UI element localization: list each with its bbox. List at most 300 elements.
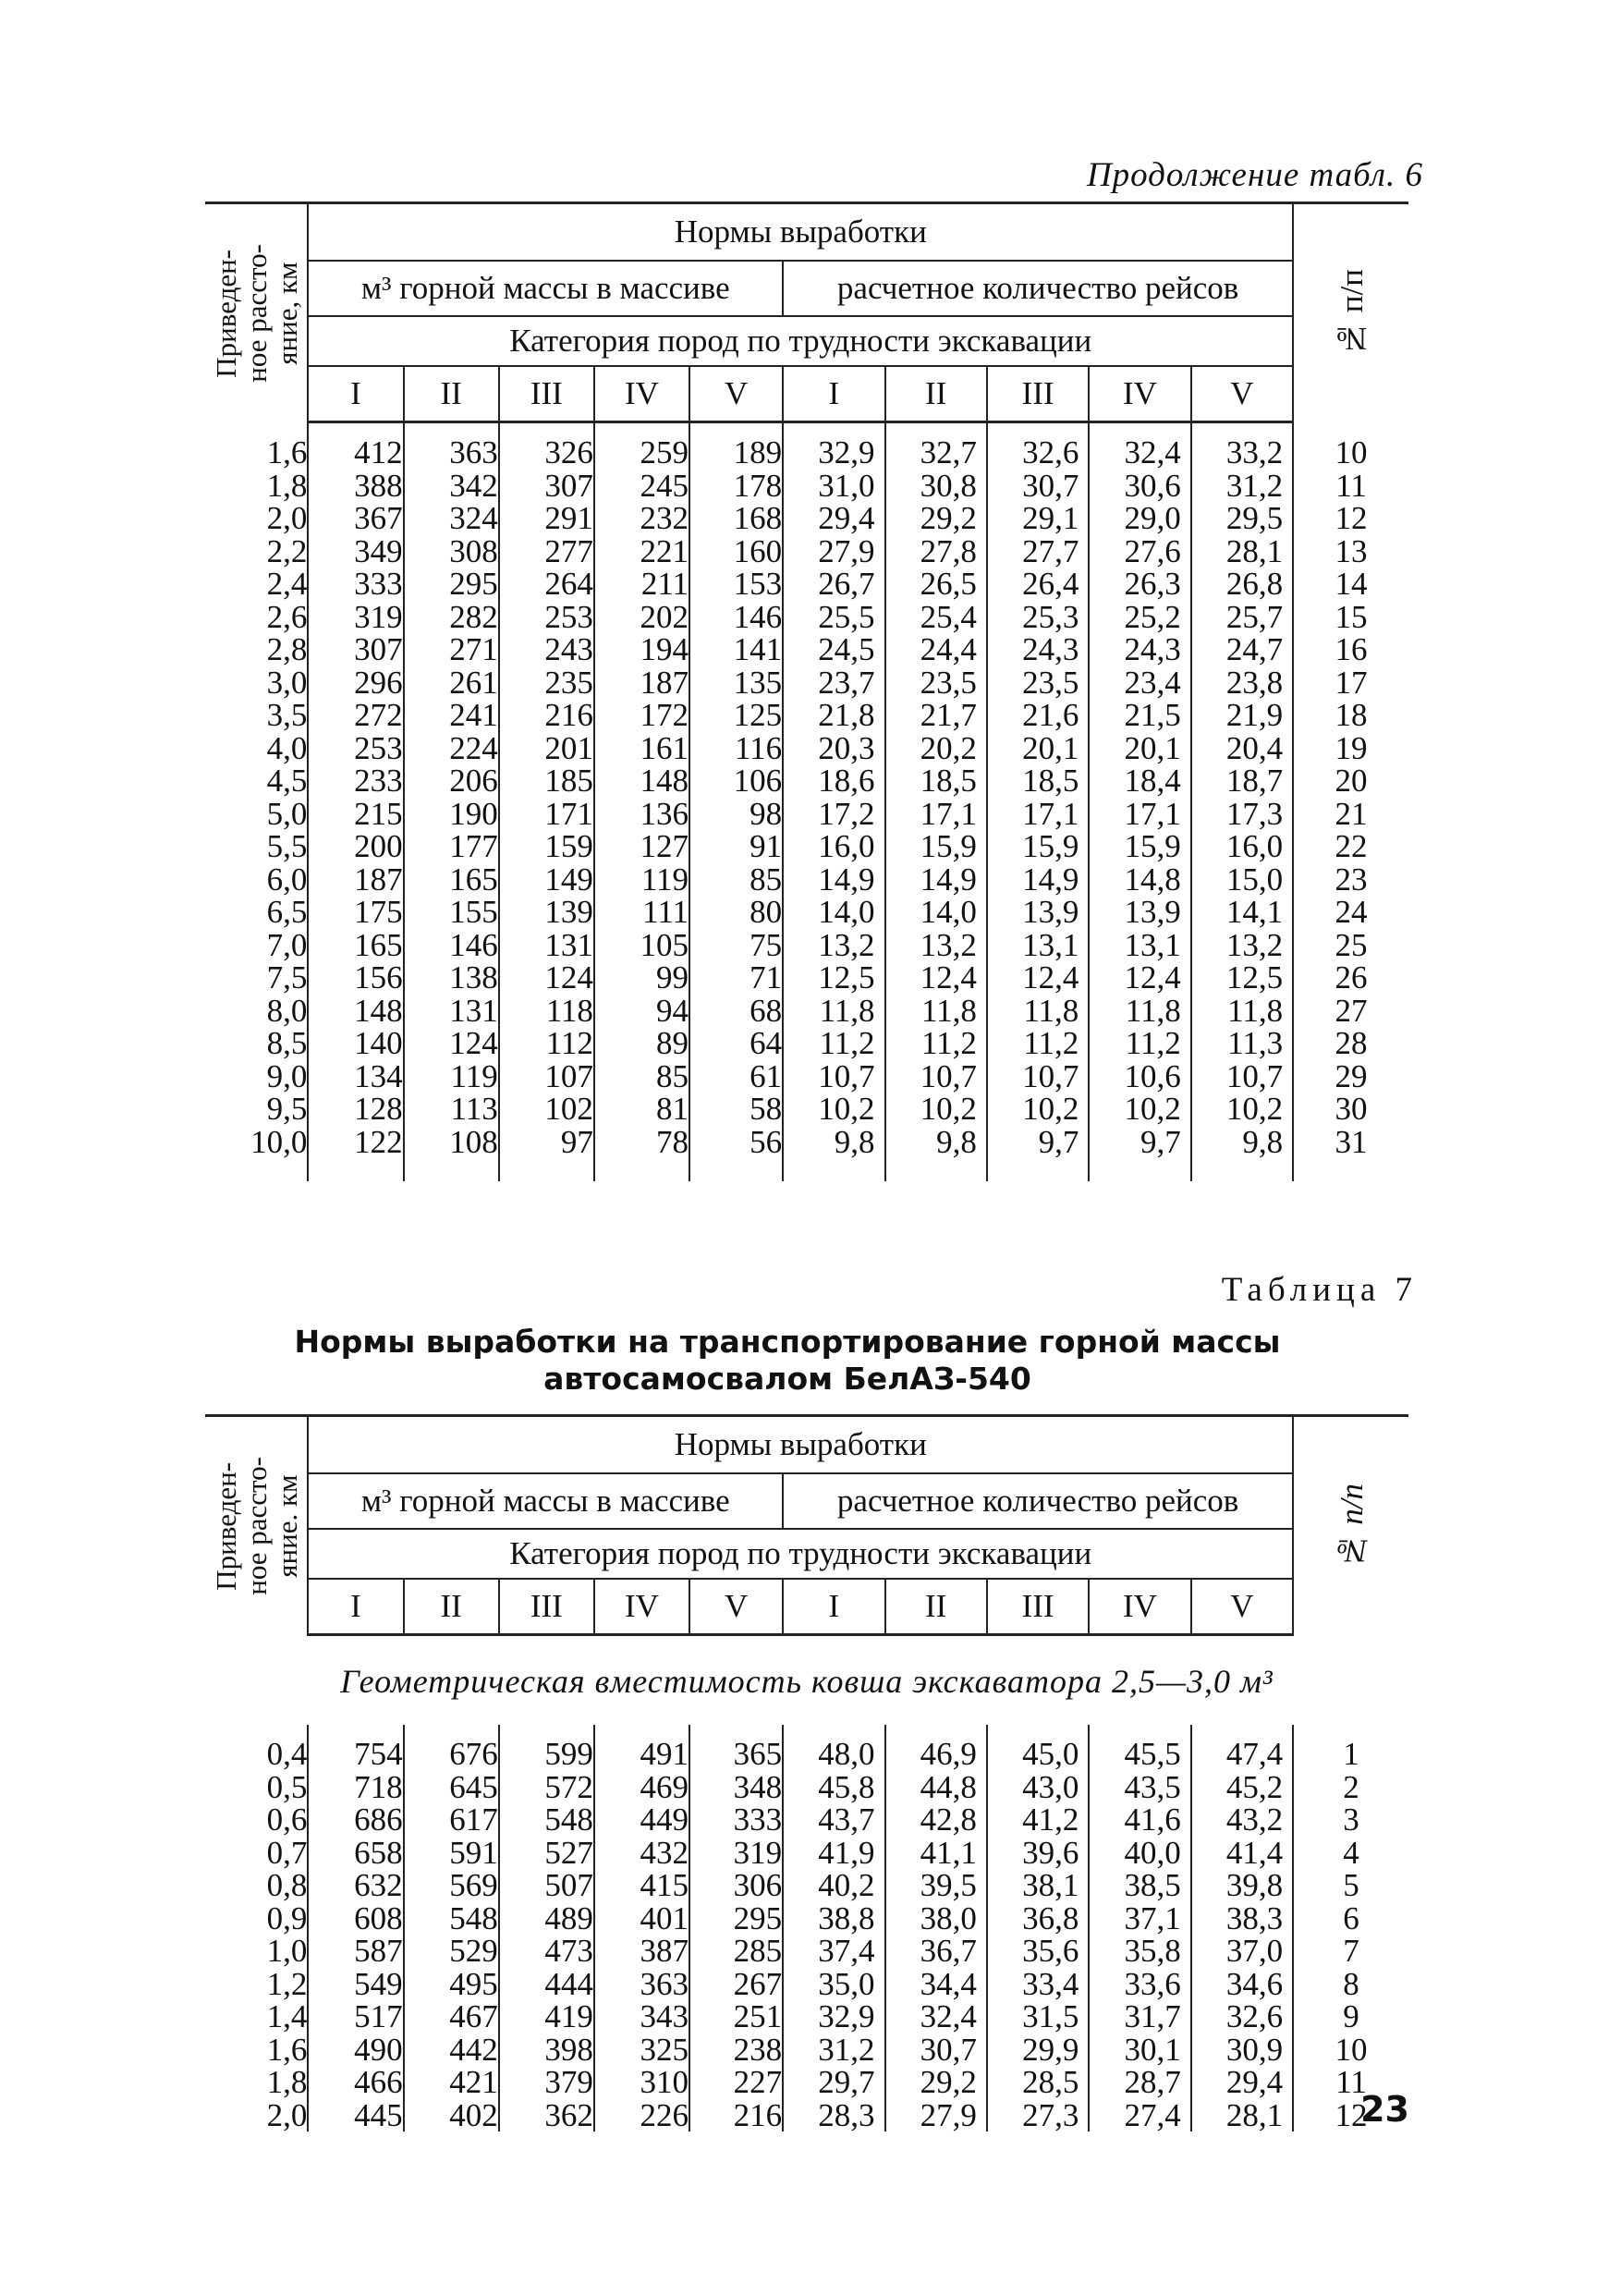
trips-cell: 21,6 — [987, 699, 1089, 732]
volume-cell: 233 — [308, 764, 403, 798]
trips-cell: 15,0 — [1191, 863, 1293, 897]
trips-cell: 47,4 — [1191, 1725, 1293, 1771]
volume-cell: 310 — [594, 2066, 689, 2099]
trips-cell: 31,7 — [1089, 2000, 1190, 2033]
trips-cell: 23,5 — [885, 666, 987, 700]
table-row — [205, 1837, 1408, 1870]
row-number-cell: 10 — [1335, 434, 1368, 470]
volume-cell: 175 — [308, 896, 403, 929]
volume-cell: 216 — [499, 699, 594, 732]
volume-cell: 128 — [308, 1093, 403, 1126]
volume-cell: 251 — [689, 2000, 783, 2033]
volume-cell: 342 — [404, 470, 499, 503]
trips-cell: 45,2 — [1191, 1771, 1293, 1804]
trips-cell: 27,4 — [1089, 2099, 1190, 2132]
trips-cell: 43,5 — [1089, 1771, 1190, 1804]
trips-cell: 20,1 — [1089, 732, 1190, 765]
trips-cell: 23,5 — [987, 666, 1089, 700]
trips-cell: 45,5 — [1089, 1725, 1190, 1771]
volume-cell: 718 — [308, 1771, 403, 1804]
table7-body — [205, 1725, 1408, 2131]
trips-cell: 17,3 — [1191, 798, 1293, 831]
rownum-header: № п/п — [1293, 1416, 1408, 1635]
volume-cell: 102 — [499, 1093, 594, 1126]
trips-cell: 32,6 — [1191, 2000, 1293, 2033]
volume-cell: 172 — [594, 699, 689, 732]
trips-cell: 38,5 — [1089, 1869, 1190, 1902]
volume-cell: 159 — [499, 830, 594, 863]
trips-cell: 14,1 — [1191, 896, 1293, 929]
distance-header: Приведен- ное рассто- яние. км — [205, 1416, 308, 1635]
trips-cell: 40,0 — [1089, 1837, 1190, 1870]
category-numeral: II — [404, 1579, 499, 1635]
volume-cell: 517 — [308, 2000, 403, 2033]
trips-cell: 27,7 — [987, 535, 1089, 568]
trips-cell: 15,9 — [885, 830, 987, 863]
trips-cell: 11,2 — [1089, 1027, 1190, 1060]
row-number-cell: 20 — [1335, 763, 1368, 799]
volume-cell: 402 — [404, 2099, 499, 2132]
volume-header: м³ горной массы в массиве — [308, 261, 783, 316]
trips-cell: 11,8 — [987, 995, 1089, 1028]
trips-cell: 21,5 — [1089, 699, 1190, 732]
volume-cell: 119 — [594, 863, 689, 897]
distance-cell: 9,5 — [205, 1093, 308, 1126]
volume-cell: 118 — [499, 995, 594, 1028]
table-row — [205, 764, 1408, 798]
row-number-cell: 2 — [1343, 1768, 1359, 1805]
table-row — [205, 929, 1408, 962]
volume-cell: 161 — [594, 732, 689, 765]
distance-cell: 0,6 — [205, 1803, 308, 1837]
volume-cell: 211 — [594, 568, 689, 601]
rownum-header: № п/п — [1293, 203, 1408, 422]
volume-cell: 491 — [594, 1725, 689, 1771]
row-number-cell: 19 — [1335, 729, 1368, 766]
distance-cell: 1,8 — [205, 2066, 308, 2099]
trips-cell: 32,9 — [783, 423, 884, 470]
trips-cell: 25,2 — [1089, 601, 1190, 634]
volume-cell: 171 — [499, 798, 594, 831]
trips-cell: 24,5 — [783, 633, 884, 666]
distance-cell: 4,5 — [205, 764, 308, 798]
volume-cell: 119 — [404, 1060, 499, 1093]
volume-cell: 232 — [594, 502, 689, 535]
volume-cell: 282 — [404, 601, 499, 634]
table-row — [205, 1803, 1408, 1837]
trips-cell: 45,8 — [783, 1771, 884, 1804]
table-row — [205, 2033, 1408, 2067]
trips-cell: 48,0 — [783, 1725, 884, 1771]
volume-cell: 264 — [499, 568, 594, 601]
table7-label: Таблица 7 — [1221, 1271, 1418, 1309]
volume-cell: 105 — [594, 929, 689, 962]
trips-cell: 30,1 — [1089, 2033, 1190, 2067]
continuation-label: Продолжение табл. 6 — [1086, 156, 1423, 194]
trips-cell: 10,7 — [783, 1060, 884, 1093]
trips-cell: 25,7 — [1191, 601, 1293, 634]
trips-cell: 21,8 — [783, 699, 884, 732]
row-number-cell: 16 — [1335, 631, 1368, 667]
category-numeral: V — [689, 366, 783, 422]
volume-cell: 68 — [689, 995, 783, 1028]
volume-cell: 367 — [308, 502, 403, 535]
trips-cell: 29,0 — [1089, 502, 1190, 535]
table-row — [205, 863, 1408, 897]
distance-cell: 8,0 — [205, 995, 308, 1028]
trips-cell: 10,2 — [1191, 1093, 1293, 1126]
trips-cell: 29,2 — [885, 2066, 987, 2099]
trips-cell: 43,2 — [1191, 1803, 1293, 1837]
trips-cell: 38,8 — [783, 1902, 884, 1936]
trips-cell: 24,7 — [1191, 633, 1293, 666]
volume-cell: 81 — [594, 1093, 689, 1126]
category-numeral: IV — [594, 366, 689, 422]
volume-cell: 307 — [308, 633, 403, 666]
volume-cell: 387 — [594, 1935, 689, 1968]
trips-cell: 30,6 — [1089, 470, 1190, 503]
trips-cell: 30,9 — [1191, 2033, 1293, 2067]
volume-cell: 348 — [689, 1771, 783, 1804]
volume-cell: 267 — [689, 1968, 783, 2001]
volume-cell: 617 — [404, 1803, 499, 1837]
volume-cell: 113 — [404, 1093, 499, 1126]
volume-cell: 277 — [499, 535, 594, 568]
trips-cell: 34,6 — [1191, 1968, 1293, 2001]
trips-cell: 27,8 — [885, 535, 987, 568]
trips-cell: 9,8 — [1191, 1126, 1293, 1181]
row-number-cell: 15 — [1335, 598, 1368, 635]
trips-cell: 26,8 — [1191, 568, 1293, 601]
volume-cell: 415 — [594, 1869, 689, 1902]
volume-cell: 165 — [308, 929, 403, 962]
table-row — [205, 732, 1408, 765]
volume-cell: 507 — [499, 1869, 594, 1902]
trips-cell: 12,5 — [783, 961, 884, 995]
row-number-cell: 28 — [1335, 1025, 1368, 1061]
volume-cell: 155 — [404, 896, 499, 929]
row-number-cell: 9 — [1343, 1998, 1359, 2034]
table-row — [205, 995, 1408, 1028]
trips-cell: 10,2 — [885, 1093, 987, 1126]
table-row — [205, 601, 1408, 634]
trips-cell: 24,3 — [987, 633, 1089, 666]
volume-cell: 241 — [404, 699, 499, 732]
row-number-cell: 11 — [1335, 2064, 1367, 2100]
trips-cell: 40,2 — [783, 1869, 884, 1902]
category-numeral: V — [689, 1579, 783, 1635]
trips-cell: 11,3 — [1191, 1027, 1293, 1060]
trips-cell: 23,4 — [1089, 666, 1190, 700]
volume-cell: 160 — [689, 535, 783, 568]
volume-cell: 138 — [404, 961, 499, 995]
volume-cell: 569 — [404, 1869, 499, 1902]
volume-cell: 215 — [308, 798, 403, 831]
table-row — [205, 535, 1408, 568]
table-row — [205, 470, 1408, 503]
volume-cell: 398 — [499, 2033, 594, 2067]
volume-cell: 295 — [404, 568, 499, 601]
row-number-cell: 25 — [1335, 926, 1368, 963]
volume-cell: 362 — [499, 2099, 594, 2132]
trips-cell: 41,1 — [885, 1837, 987, 1870]
volume-cell: 527 — [499, 1837, 594, 1870]
row-number-cell: 12 — [1335, 2096, 1368, 2133]
trips-cell: 32,4 — [885, 2000, 987, 2033]
volume-cell: 319 — [308, 601, 403, 634]
volume-cell: 645 — [404, 1771, 499, 1804]
trips-cell: 45,0 — [987, 1725, 1089, 1771]
volume-cell: 285 — [689, 1935, 783, 1968]
volume-cell: 177 — [404, 830, 499, 863]
category-header: Категория пород по трудности экскавации — [308, 1529, 1293, 1579]
trips-cell: 14,9 — [885, 863, 987, 897]
volume-cell: 206 — [404, 764, 499, 798]
trips-cell: 20,4 — [1191, 732, 1293, 765]
volume-cell: 124 — [404, 1027, 499, 1060]
category-numeral: III — [499, 366, 594, 422]
volume-cell: 187 — [308, 863, 403, 897]
trips-cell: 13,2 — [783, 929, 884, 962]
distance-cell: 0,8 — [205, 1869, 308, 1902]
trips-cell: 11,2 — [783, 1027, 884, 1060]
table-row — [205, 2000, 1408, 2033]
volume-cell: 71 — [689, 961, 783, 995]
distance-cell: 0,5 — [205, 1771, 308, 1804]
volume-cell: 421 — [404, 2066, 499, 2099]
trips-cell: 17,1 — [885, 798, 987, 831]
trips-cell: 29,4 — [783, 502, 884, 535]
volume-cell: 444 — [499, 1968, 594, 2001]
trips-cell: 10,2 — [1089, 1093, 1190, 1126]
trips-cell: 26,5 — [885, 568, 987, 601]
category-numeral: I — [308, 366, 403, 422]
volume-cell: 107 — [499, 1060, 594, 1093]
trips-cell: 29,4 — [1191, 2066, 1293, 2099]
trips-cell: 13,1 — [987, 929, 1089, 962]
row-number-cell: 12 — [1335, 500, 1368, 536]
row-number-cell: 11 — [1335, 467, 1367, 504]
trips-cell: 29,2 — [885, 502, 987, 535]
distance-cell: 0,7 — [205, 1837, 308, 1870]
distance-cell: 8,5 — [205, 1027, 308, 1060]
table-row — [205, 502, 1408, 535]
volume-cell: 676 — [404, 1725, 499, 1771]
trips-cell: 17,1 — [987, 798, 1089, 831]
volume-cell: 178 — [689, 470, 783, 503]
category-numeral: V — [1191, 1579, 1294, 1635]
trips-cell: 27,9 — [885, 2099, 987, 2132]
volume-cell: 108 — [404, 1126, 499, 1181]
volume-cell: 632 — [308, 1869, 403, 1902]
volume-cell: 333 — [689, 1803, 783, 1837]
volume-cell: 91 — [689, 830, 783, 863]
distance-cell: 5,5 — [205, 830, 308, 863]
trips-cell: 18,4 — [1089, 764, 1190, 798]
trips-cell: 12,4 — [885, 961, 987, 995]
table-row — [205, 1126, 1408, 1181]
trips-cell: 26,7 — [783, 568, 884, 601]
table-row — [205, 1902, 1408, 1936]
trips-cell: 20,3 — [783, 732, 884, 765]
volume-cell: 467 — [404, 2000, 499, 2033]
volume-cell: 572 — [499, 1771, 594, 1804]
volume-cell: 89 — [594, 1027, 689, 1060]
trips-cell: 29,1 — [987, 502, 1089, 535]
norms-header: Нормы выработки — [308, 1416, 1293, 1474]
volume-cell: 148 — [594, 764, 689, 798]
distance-cell: 3,5 — [205, 699, 308, 732]
volume-cell: 325 — [594, 2033, 689, 2067]
trips-cell: 10,7 — [1191, 1060, 1293, 1093]
trips-cell: 27,6 — [1089, 535, 1190, 568]
table6-header — [205, 202, 1408, 423]
volume-cell: 190 — [404, 798, 499, 831]
distance-cell: 2,8 — [205, 633, 308, 666]
volume-cell: 64 — [689, 1027, 783, 1060]
trips-cell: 18,5 — [987, 764, 1089, 798]
volume-cell: 221 — [594, 535, 689, 568]
volume-cell: 599 — [499, 1725, 594, 1771]
category-numeral: I — [308, 1579, 403, 1635]
distance-cell: 4,0 — [205, 732, 308, 765]
row-number-cell: 31 — [1335, 1123, 1368, 1160]
volume-cell: 306 — [689, 1869, 783, 1902]
table-row — [205, 2099, 1408, 2132]
trips-cell: 38,3 — [1191, 1902, 1293, 1936]
trips-cell: 37,0 — [1191, 1935, 1293, 1968]
trips-cell: 29,9 — [987, 2033, 1089, 2067]
volume-cell: 134 — [308, 1060, 403, 1093]
table7-title-line2: автосамосвалом БелАЗ-540 — [543, 1361, 1031, 1397]
volume-cell: 112 — [499, 1027, 594, 1060]
volume-cell: 658 — [308, 1837, 403, 1870]
trips-cell: 33,2 — [1191, 423, 1293, 470]
volume-cell: 189 — [689, 423, 783, 470]
trips-cell: 39,8 — [1191, 1869, 1293, 1902]
volume-cell: 56 — [689, 1126, 783, 1181]
table-row — [205, 1935, 1408, 1968]
trips-cell: 42,8 — [885, 1803, 987, 1837]
trips-cell: 13,1 — [1089, 929, 1190, 962]
distance-cell: 7,5 — [205, 961, 308, 995]
volume-cell: 156 — [308, 961, 403, 995]
volume-cell: 419 — [499, 2000, 594, 2033]
table-row — [205, 961, 1408, 995]
volume-cell: 326 — [499, 423, 594, 470]
row-number-cell: 10 — [1335, 2031, 1368, 2068]
volume-cell: 135 — [689, 666, 783, 700]
volume-cell: 272 — [308, 699, 403, 732]
trips-cell: 43,0 — [987, 1771, 1089, 1804]
volume-cell: 80 — [689, 896, 783, 929]
trips-cell: 32,9 — [783, 2000, 884, 2033]
trips-cell: 20,1 — [987, 732, 1089, 765]
volume-cell: 412 — [308, 423, 403, 470]
volume-cell: 111 — [594, 896, 689, 929]
category-numeral: III — [499, 1579, 594, 1635]
distance-cell: 6,5 — [205, 896, 308, 929]
volume-cell: 238 — [689, 2033, 783, 2067]
distance-cell: 1,8 — [205, 470, 308, 503]
distance-cell: 2,0 — [205, 502, 308, 535]
volume-cell: 754 — [308, 1725, 403, 1771]
distance-cell: 6,0 — [205, 863, 308, 897]
volume-cell: 131 — [499, 929, 594, 962]
trips-cell: 37,1 — [1089, 1902, 1190, 1936]
distance-cell: 1,6 — [205, 423, 308, 470]
trips-cell: 30,7 — [885, 2033, 987, 2067]
category-header: Категория пород по трудности экскавации — [308, 316, 1293, 366]
volume-cell: 124 — [499, 961, 594, 995]
distance-cell: 1,0 — [205, 1935, 308, 1968]
volume-cell: 442 — [404, 2033, 499, 2067]
row-number-cell: 6 — [1343, 1899, 1359, 1936]
trips-cell: 32,4 — [1089, 423, 1190, 470]
category-numeral: III — [987, 1579, 1089, 1635]
category-numeral: I — [783, 1579, 884, 1635]
row-number-cell: 27 — [1335, 992, 1368, 1029]
volume-cell: 202 — [594, 601, 689, 634]
row-number-cell: 1 — [1343, 1736, 1359, 1772]
trips-cell: 46,9 — [885, 1725, 987, 1771]
distance-cell: 2,2 — [205, 535, 308, 568]
volume-cell: 608 — [308, 1902, 403, 1936]
trips-cell: 35,8 — [1089, 1935, 1190, 1968]
trips-cell: 26,3 — [1089, 568, 1190, 601]
trips-cell: 39,5 — [885, 1869, 987, 1902]
trips-cell: 41,9 — [783, 1837, 884, 1870]
volume-cell: 168 — [689, 502, 783, 535]
trips-cell: 14,9 — [783, 863, 884, 897]
row-number-cell: 22 — [1335, 828, 1368, 864]
trips-cell: 14,9 — [987, 863, 1089, 897]
distance-cell: 2,6 — [205, 601, 308, 634]
volume-cell: 131 — [404, 995, 499, 1028]
volume-cell: 85 — [689, 863, 783, 897]
category-numeral: IV — [1089, 366, 1190, 422]
trips-cell: 31,2 — [1191, 470, 1293, 503]
row-number-cell: 26 — [1335, 959, 1368, 995]
trips-cell: 13,2 — [1191, 929, 1293, 962]
volume-cell: 548 — [499, 1803, 594, 1837]
volume-cell: 200 — [308, 830, 403, 863]
trips-cell: 36,7 — [885, 1935, 987, 1968]
volume-cell: 295 — [689, 1902, 783, 1936]
volume-cell: 324 — [404, 502, 499, 535]
volume-cell: 466 — [308, 2066, 403, 2099]
row-number-cell: 29 — [1335, 1057, 1368, 1094]
volume-cell: 106 — [689, 764, 783, 798]
volume-cell: 253 — [499, 601, 594, 634]
trips-cell: 24,3 — [1089, 633, 1190, 666]
volume-cell: 587 — [308, 1935, 403, 1968]
distance-cell: 0,9 — [205, 1902, 308, 1936]
trips-cell: 9,8 — [885, 1126, 987, 1181]
distance-cell: 2,0 — [205, 2099, 308, 2132]
row-number-cell: 14 — [1335, 566, 1368, 602]
trips-cell: 32,7 — [885, 423, 987, 470]
distance-cell: 9,0 — [205, 1060, 308, 1093]
trips-cell: 30,7 — [987, 470, 1089, 503]
distance-cell: 1,4 — [205, 2000, 308, 2033]
volume-cell: 432 — [594, 1837, 689, 1870]
table-row — [205, 699, 1408, 732]
trips-cell: 41,4 — [1191, 1837, 1293, 1870]
distance-cell: 10,0 — [205, 1126, 308, 1181]
volume-cell: 61 — [689, 1060, 783, 1093]
trips-cell: 25,4 — [885, 601, 987, 634]
